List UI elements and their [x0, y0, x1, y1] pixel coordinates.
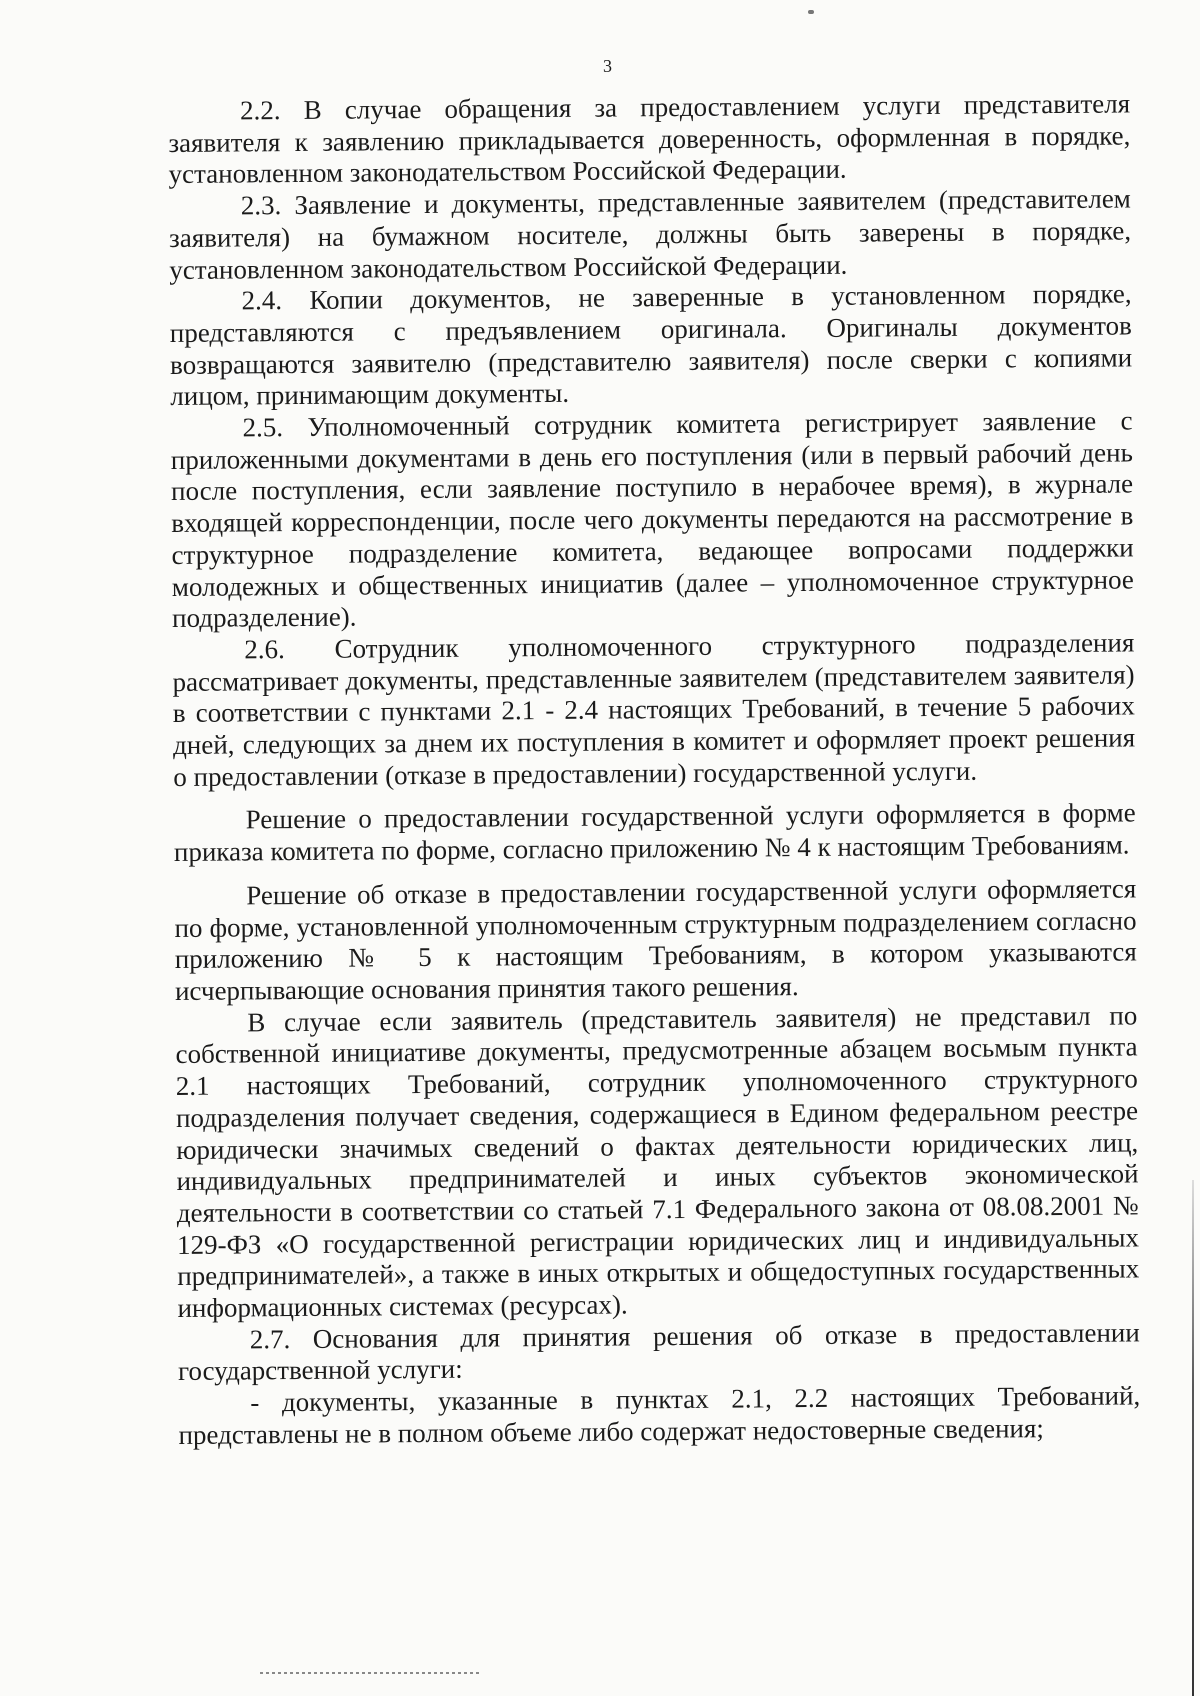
page-number: 3 — [603, 56, 612, 76]
paragraph-2-3: 2.3. Заявление и документы, представленные заявителем (представителем заявителя) на бумажном носителе, должны быть заверены в порядке, установленном законодательством Российской Федерации. — [168, 183, 1132, 285]
document-body — [168, 88, 1141, 1451]
paragraph-2-5: 2.5. Уполномоченный сотрудник комитета регистрирует заявление с приложенными документами в день его поступления (или в первый рабочий день после поступления, если заявление поступило в нерабочее время), в журнале входящей корреспонденции, после чего документы передаются на рассмотрение в структурное подразделение комитета, ведающее вопросами поддержки молодежных и общественных инициатив (далее – уполномоченное структурное подразделение). — [170, 405, 1134, 634]
scan-edge-shadow — [1192, 1180, 1194, 1696]
scan-artifact — [808, 10, 814, 14]
list-item-refusal-ground: - документы, указанные в пунктах 2.1, 2.2 настоящих Требований, представлены не в полном объеме либо содержат недостоверные сведения; — [178, 1380, 1141, 1450]
paragraph-2-2: 2.2. В случае обращения за предоставлением услуги представителя заявителя к заявлению прикладывается доверенность, оформленная в порядке, установленном законодательством Российской Федерации. — [168, 88, 1131, 190]
paragraph-registry-info: В случае если заявитель (представитель заявителя) не представил по собственной инициативе документы, предусмотренные абзацем восьмым пункта 2.1 настоящих Требований, сотрудник уполномоченного структурного подразделения получает сведения, содержащиеся в Едином федеральном реестре юридически значимых сведений о фактах деятельности юридических лиц, индивидуальных предпринимателей и иных субъектов экономической деятельности в соответствии со статьей 7.1 Федерального закона от 08.08.2001 № 129-ФЗ «О государственной регистрации юридических лиц и индивидуальных предпринимателей», а также в иных открытых и общедоступных государственных информационных системах (ресурсах). — [175, 1000, 1140, 1323]
paragraph-2-7: 2.7. Основания для принятия решения об отказе в предоставлении государственной услуги: — [177, 1317, 1140, 1387]
paragraph-decision-grant: Решение о предоставлении государственной услуги оформляется в форме приказа комитета по форме, согласно приложению № 4 к настоящим Требованиям. — [173, 797, 1136, 868]
paragraph-decision-refusal: Решение об отказе в предоставлении государственной услуги оформляется по форме, установленной уполномоченным структурным подразделением согласно приложению № 5 к настоящим Требованиям, в котором указываются исчерпывающие основания принятия такого решения. — [174, 873, 1137, 1006]
paragraph-2-4: 2.4. Копии документов, не заверенные в установленном порядке, представляются с предъявлением оригинала. Оригиналы документов возвращаются заявителю (представителю заявителя) после сверки с копиями лицом, принимающим документы. — [169, 278, 1133, 412]
paragraph-2-6: 2.6. Сотрудник уполномоченного структурного подразделения рассматривает документы, представленные заявителем (представителем заявителя) в соответствии с пунктами 2.1 - 2.4 настоящих Требований, в течение 5 рабочих дней, следующих за днем их поступления в комитет и оформляет проект решения о предоставлении (отказе в предоставлении) государственной услуги. — [172, 627, 1136, 792]
scan-artifact-bottom — [260, 1672, 480, 1674]
